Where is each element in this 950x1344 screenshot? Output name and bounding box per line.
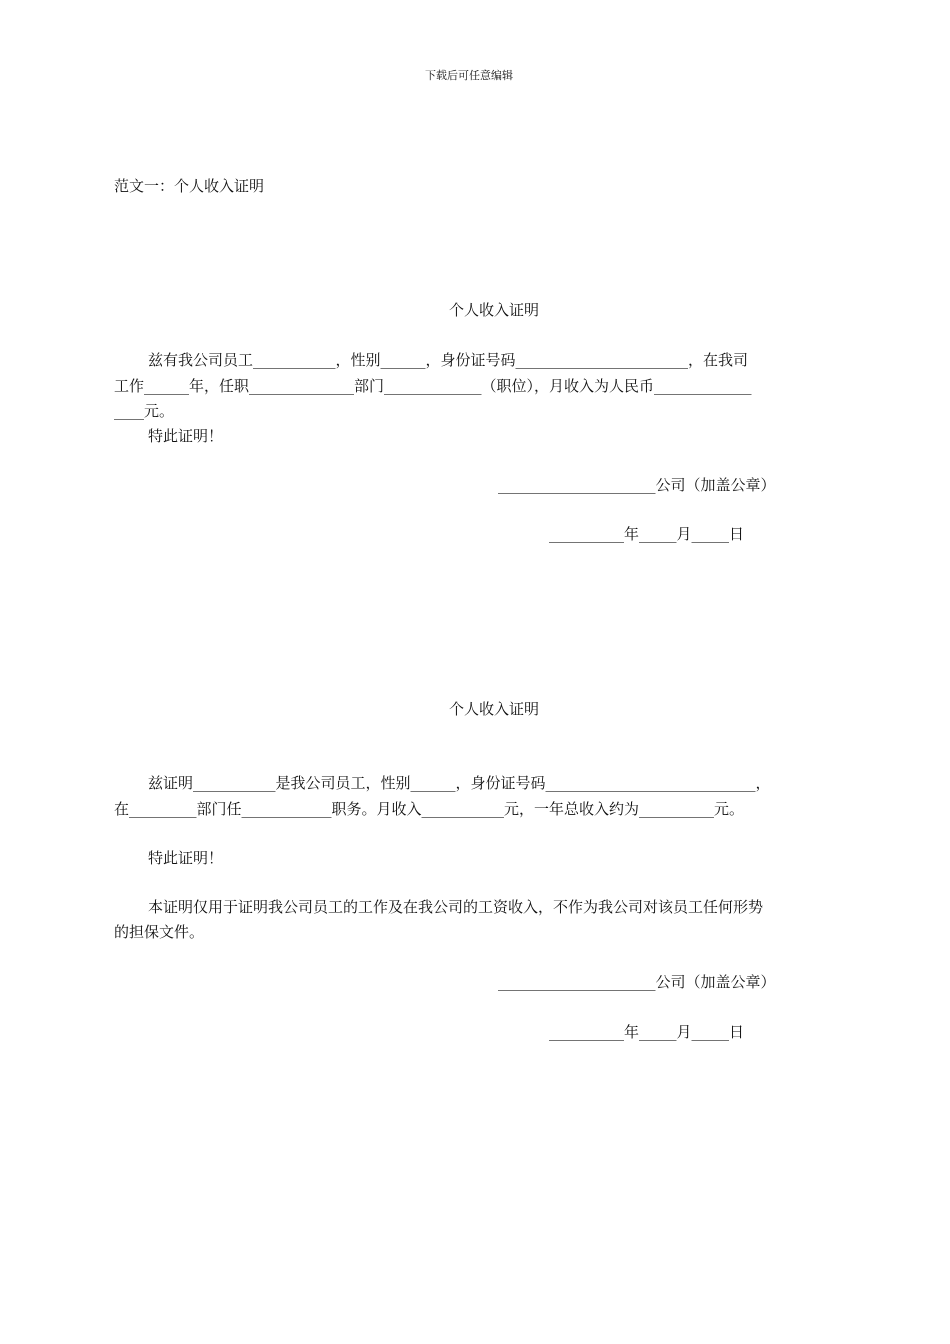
certificate-1-date: __________年_____月_____日 <box>549 525 745 543</box>
certificate-2-title: 个人收入证明 <box>449 700 540 718</box>
certificate-2-date: __________年_____月_____日 <box>549 1023 745 1041</box>
certificate-1-title: 个人收入证明 <box>449 301 540 319</box>
certificate-2-note-line-1: 本证明仅用于证明我公司员工的工作及在我公司的工资收入，不作为我公司对该员工任何形势 <box>148 898 764 916</box>
certificate-1-body-line-2: 工作______年，任职______________部门_____________（职位），月收入为人民币_____________ <box>114 377 752 395</box>
certificate-2-signature: _____________________公司（加盖公章） <box>498 973 776 991</box>
certificate-2-note-line-2: 的担保文件。 <box>114 923 205 941</box>
certificate-1-body-line-1: 兹有我公司员工___________，性别______，身份证号码_______________________，在我司 <box>148 351 749 369</box>
page-header: 下载后可任意编辑 <box>425 69 513 82</box>
certificate-1-signature: _____________________公司（加盖公章） <box>498 476 776 494</box>
certificate-2-body-line-2: 在_________部门任____________职务。月收入___________元，一年总收入约为__________元。 <box>114 800 745 818</box>
certificate-1-closing: 特此证明！ <box>148 427 224 445</box>
certificate-2-body-line-1: 兹证明___________是我公司员工，性别______，身份证号码____________________________， <box>148 774 771 792</box>
section-label: 范文一：个人收入证明 <box>114 177 265 195</box>
certificate-2-closing: 特此证明！ <box>148 849 224 867</box>
certificate-1-body-line-3: ____元。 <box>114 402 175 420</box>
